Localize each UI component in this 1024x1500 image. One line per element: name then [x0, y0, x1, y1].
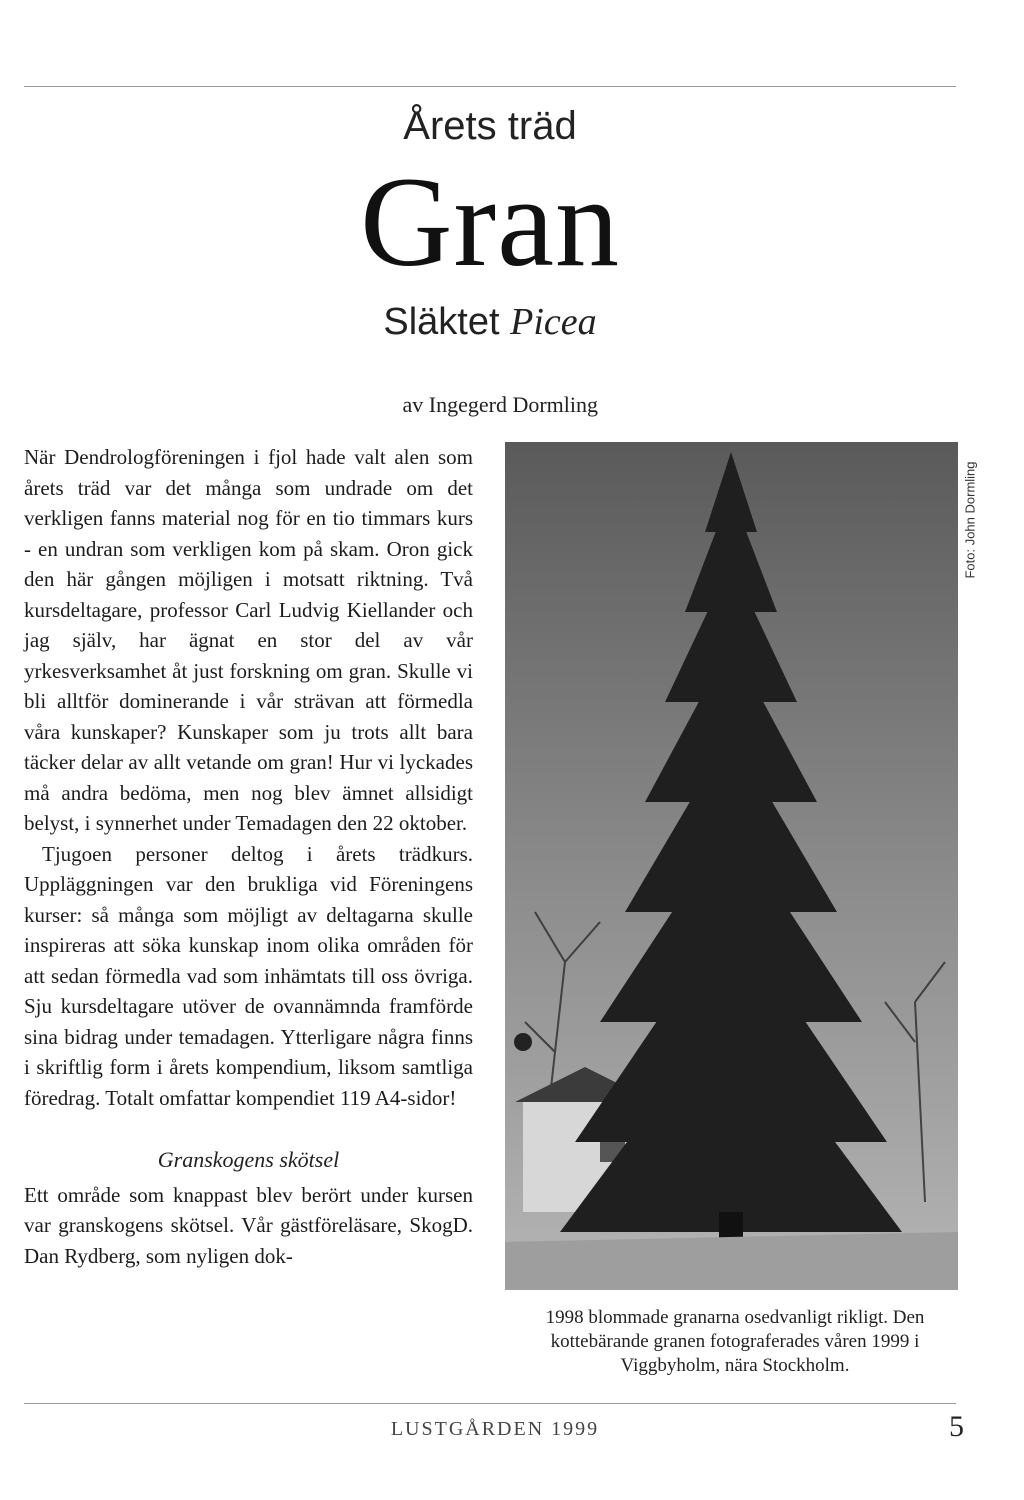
byline: av Ingegerd Dormling: [402, 392, 598, 417]
subtitle-genus: Picea: [510, 301, 597, 343]
subtitle-prefix: Släktet: [383, 301, 511, 343]
page-number: 5: [949, 1410, 964, 1443]
spruce-tree-illustration: [505, 442, 958, 1290]
section-heading: Granskogens skötsel: [157, 1147, 340, 1172]
photo-credit: [958, 460, 982, 580]
journal-footer: LUSTGÅRDEN 1999: [390, 1418, 600, 1440]
photo-credit-text: Foto: John Dormling: [962, 461, 978, 579]
section-paragraph: Ett område som knappast blev berört under kursen var granskogens skötsel. Vår gästföreläsare, SkogD. Dan Rydberg, som nyligen dok-: [24, 1182, 473, 1268]
paragraph-1: När Dendrologföreningen i fjol hade valt alen som årets träd var det många som undrade om det verkligen fanns material nog för en tio timmars kurs - en undran som verkligen kom på skam. Oron gick den här gången möjligen i motsatt riktning. Två kursdeltagare, professor Carl Ludvig Kiellander och jag själv, har ägnat en stor del av vår yrkesverksamhet åt just forskning om gran. Skulle vi bli alltför dominerande i vår strävan att förmedla våra kunskaper? Kunskaper som ju trots allt bara täcker delar av allt vetande om gran! Hur vi lyckades må andra bedöma, men nog blev ämnet allsidigt belyst, i synnerhet under Temadagen den 22 oktober.: [24, 445, 473, 835]
article-kicker: Årets träd: [403, 104, 577, 148]
article-subtitle: [0, 300, 980, 344]
photo-caption: 1998 blommade granarna osedvanligt rikligt. Den kottebärande granen fotograferades våren 1999 i Viggbyholm, nära Stockholm.: [545, 1307, 925, 1376]
bottom-rule: [24, 1403, 956, 1404]
paragraph-2: Tjugoen personer deltog i årets trädkurs. Uppläggningen var den brukliga vid Föreningens kurser: så många som möjligt av deltagarna skulle inspireras att söka kunskap inom olika områden för att sedan förmedla vad som inhämtats till oss övriga. Sju kursdeltagare utöver de ovannämnda framförde sina bidrag under temadagen. Ytterligare några finns i skriftlig form i årets kompendium, liksom samtliga föredrag. Totalt omfattar kompendiet 119 A4-sidor!: [24, 841, 473, 1110]
body-column: [24, 442, 473, 1271]
article-title: Gran: [360, 151, 620, 293]
spruce-photo: [505, 442, 958, 1290]
top-rule: [24, 86, 956, 87]
